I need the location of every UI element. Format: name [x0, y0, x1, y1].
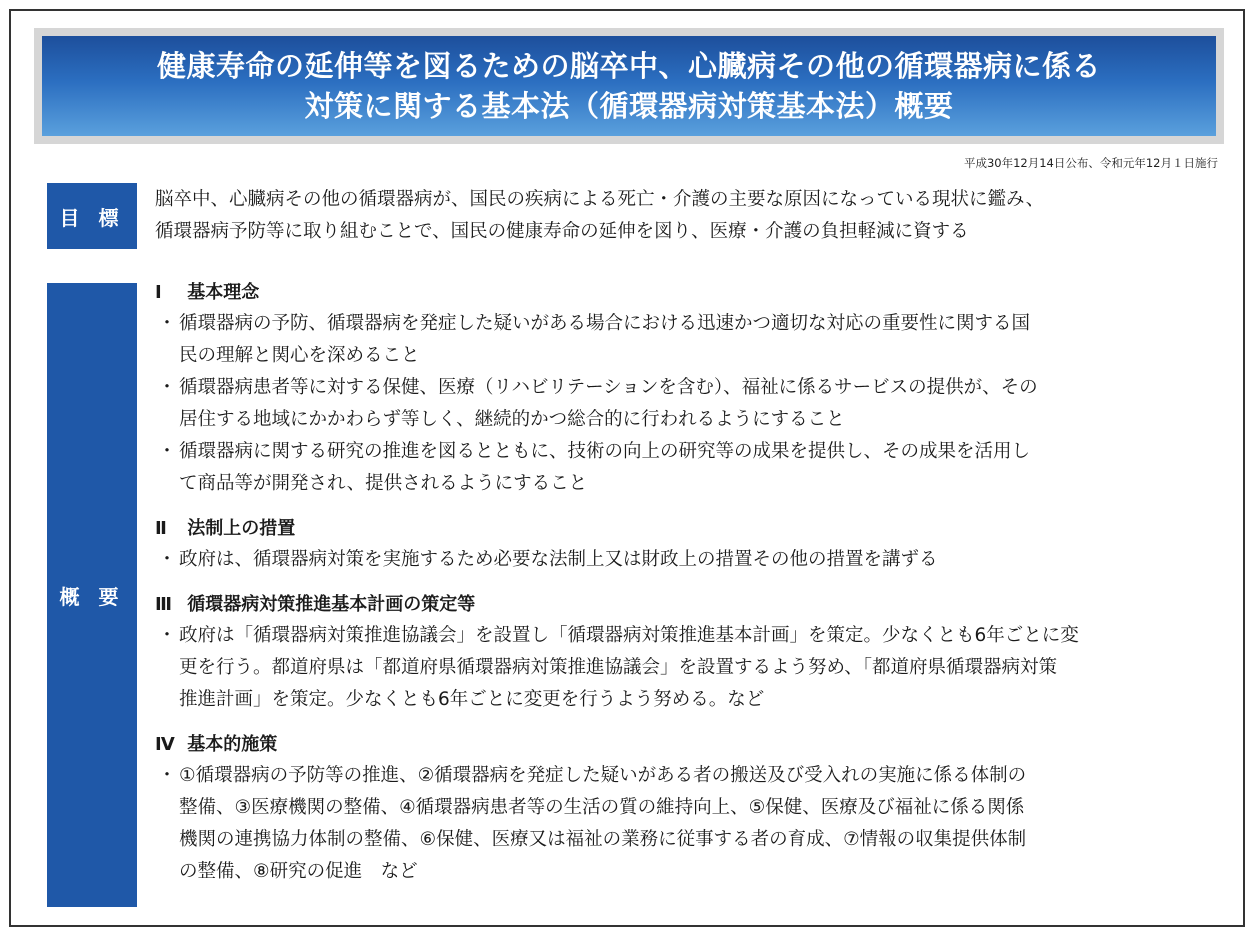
enactment-date-note: 平成30年12月14日公布、令和元年12月１日施行	[963, 156, 1218, 170]
bullet-line: 民の理解と関心を深めること	[179, 345, 420, 366]
bullet-item	[155, 436, 1230, 500]
goal-label: 目 標	[47, 183, 137, 249]
title-line-2: 対策に関する基本法（循環器病対策基本法）概要	[304, 89, 954, 123]
bullet-item	[155, 372, 1230, 436]
section-heading	[155, 590, 1230, 620]
bullet-line: 循環器病の予防、循環器病を発症した疑いがある場合における迅速かつ適切な対応の重要性に関する国	[179, 313, 1031, 334]
bullet-item	[155, 308, 1230, 372]
bullet-dot-icon: ・	[157, 313, 177, 334]
overview-content	[155, 278, 1230, 888]
bullet-line: 循環器病患者等に対する保健、医療（リハビリテーションを含む）、福祉に係るサービスの提供が、その	[179, 377, 1038, 398]
overview-label: 概 要	[47, 283, 137, 907]
goal-line-2: 循環器病予防等に取り組むことで、国民の健康寿命の延伸を図り、医療・介護の負担軽減に資する	[155, 221, 969, 242]
bullet-dot-icon: ・	[157, 765, 177, 786]
bullet-line: 更を行う。都道府県は「都道府県循環器病対策推進協議会」を設置するよう努め、「都道府県循環器病対策	[179, 657, 1058, 678]
bullet-line: 政府は「循環器病対策推進協議会」を設置し「循環器病対策推進基本計画」を策定。少なくとも6年ごとに変	[179, 625, 1079, 646]
bullet-line: 推進計画」を策定。少なくとも6年ごとに変更を行うよう努める。など	[179, 689, 765, 710]
goal-text	[155, 184, 1225, 248]
section-number: Ⅳ	[155, 734, 175, 755]
title-line-1: 健康寿命の延伸等を図るための脳卒中、心臓病その他の循環器病に係る	[156, 49, 1101, 83]
section-title: 循環器病対策推進基本計画の策定等	[187, 594, 476, 615]
bullet-item	[155, 544, 1230, 576]
bullet-item	[155, 760, 1230, 888]
section-number: Ⅰ	[155, 282, 162, 303]
bullet-line: ①循環器病の予防等の推進、②循環器病を発症した疑いがある者の搬送及び受入れの実施に係る体制の	[179, 765, 1027, 786]
bullet-dot-icon: ・	[157, 625, 177, 646]
bullet-line: 整備、③医療機関の整備、④循環器病患者等の生活の質の維持向上、⑤保健、医療及び福祉に係る関係	[179, 797, 1025, 818]
section-title: 法制上の措置	[187, 518, 296, 539]
bullet-line: 機関の連携協力体制の整備、⑥保健、医療又は福祉の業務に従事する者の育成、⑦情報の収集提供体制	[179, 829, 1027, 850]
section-heading	[155, 514, 1230, 544]
bullet-line: の整備、⑧研究の促進 など	[179, 861, 418, 882]
title-banner-inner	[42, 36, 1216, 136]
bullet-item	[155, 620, 1230, 716]
bullet-line: 居住する地域にかかわらず等しく、継続的かつ総合的に行われるようにすること	[179, 409, 845, 430]
bullet-line: 政府は、循環器病対策を実施するため必要な法制上又は財政上の措置その他の措置を講ずる	[179, 549, 938, 570]
bullet-dot-icon: ・	[157, 549, 177, 570]
bullet-line: 循環器病に関する研究の推進を図るとともに、技術の向上の研究等の成果を提供し、その成果を活用し	[179, 441, 1031, 462]
bullet-dot-icon: ・	[157, 377, 177, 398]
section-number: Ⅲ	[155, 594, 173, 615]
bullet-dot-icon: ・	[157, 441, 177, 462]
section-title: 基本的施策	[187, 734, 278, 755]
section-title: 基本理念	[187, 282, 260, 303]
bullet-line: て商品等が開発され、提供されるようにすること	[179, 473, 588, 494]
section-heading	[155, 730, 1230, 760]
section-heading	[155, 278, 1230, 308]
goal-line-1: 脳卒中、心臓病その他の循環器病が、国民の疾病による死亡・介護の主要な原因になっている現状に鑑み、	[155, 189, 1045, 210]
section-number: Ⅱ	[155, 518, 167, 539]
title-banner	[34, 28, 1224, 144]
